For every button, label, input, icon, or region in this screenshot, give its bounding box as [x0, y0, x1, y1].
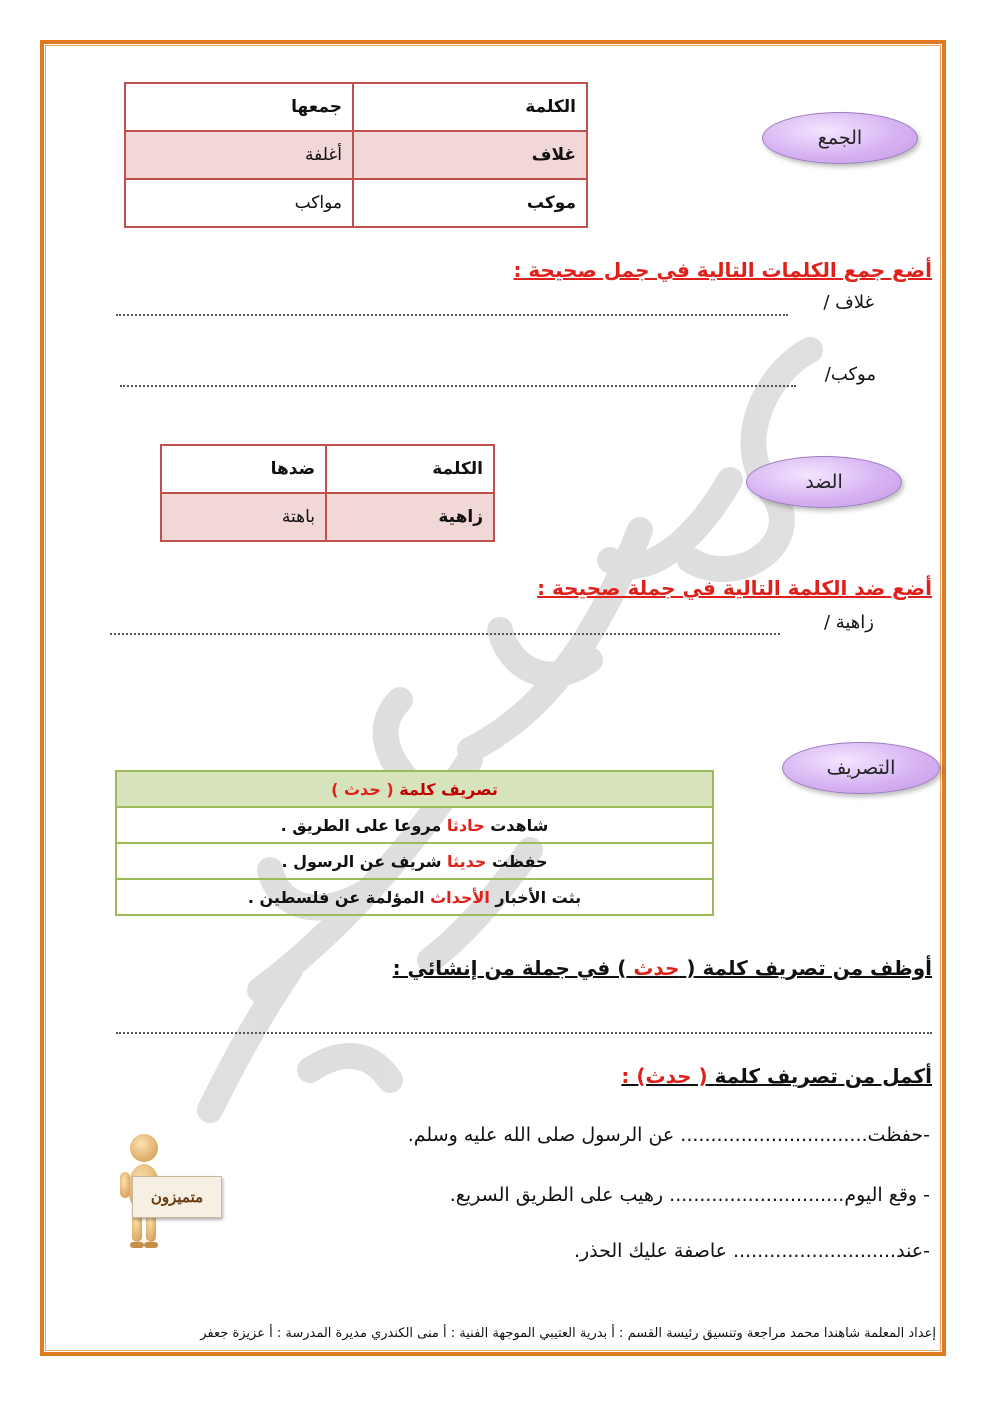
antonym-bubble-label: الضد	[805, 471, 843, 493]
instruction-prefix: أوظف من تصريف كلمة (	[686, 956, 932, 980]
item-end: عن الرسول صلى الله عليه وسلم.	[407, 1124, 675, 1146]
row-before: حفظت	[491, 851, 548, 871]
answer-line[interactable]	[116, 1032, 932, 1034]
antonym-bubble	[746, 456, 902, 508]
item-start: -عند	[896, 1240, 930, 1262]
cell-word: غلاف	[353, 131, 587, 179]
row-after: المؤلمة عن فلسطين .	[247, 887, 425, 907]
row-after: شريف عن الرسول .	[281, 851, 442, 871]
antonym-instruction: أضع ضد الكلمة التالية في جملة صحيحة :	[537, 576, 932, 600]
item-blank[interactable]: .............................	[669, 1184, 845, 1206]
conjugation-bubble	[782, 742, 940, 794]
item-end: رهيب على الطريق السريع.	[449, 1184, 664, 1206]
conjugation-header-word: ( حدث )	[331, 779, 394, 799]
table-header-row	[116, 771, 713, 807]
row-word: حادثا	[446, 815, 485, 835]
table-row	[125, 179, 587, 227]
plural-bubble	[762, 112, 918, 164]
table-row	[125, 131, 587, 179]
conjugation-row	[116, 843, 713, 879]
table-row	[116, 807, 713, 843]
conjugation-row	[116, 879, 713, 915]
instruction-suffix: ) في جملة من إنشائي :	[392, 956, 627, 980]
plural-table	[124, 82, 588, 228]
badge-figure	[106, 1132, 222, 1250]
table-row	[116, 843, 713, 879]
conjugation-instruction	[393, 956, 932, 980]
instruction-prefix: أكمل من تصريف كلمة	[714, 1064, 932, 1088]
header-word: الكلمة	[353, 83, 587, 131]
cell-answer: مواكب	[125, 179, 353, 227]
row-before: بثت الأخبار	[495, 887, 582, 907]
cell-word: زاهية	[326, 493, 494, 541]
table-header-row	[125, 83, 587, 131]
cell-word: موكب	[353, 179, 587, 227]
instruction-word: حدث	[633, 956, 680, 980]
row-word: الأحداث	[430, 887, 490, 907]
item-start: - وقع اليوم	[844, 1184, 930, 1206]
answer-line[interactable]	[116, 314, 788, 316]
answer-line[interactable]	[120, 385, 796, 387]
answer-line[interactable]	[110, 633, 780, 635]
footer-credits: إعداد المعلمة شاهندا محمد مراجعة وتنسيق رئيسة القسم : أ بدرية العتيبي الموجهة الفنية : أ منى الكندري مديرة المدرسة : أ عزيزة جعفر	[200, 1326, 936, 1341]
item-end: عاصفة عليك الحذر.	[573, 1240, 727, 1262]
conjugation-row	[116, 807, 713, 843]
row-before: شاهدت	[490, 815, 549, 835]
complete-item-3	[574, 1240, 930, 1262]
item-blank[interactable]: ...............................	[680, 1124, 868, 1146]
complete-instruction	[621, 1064, 932, 1088]
complete-item-1	[408, 1124, 930, 1146]
conjugation-header	[116, 771, 713, 807]
conjugation-header-prefix: تصريف كلمة	[399, 779, 498, 799]
plural-line-1: غلاف /	[823, 292, 874, 313]
row-after: مروعا على الطريق .	[280, 815, 442, 835]
plural-instruction: أضع جمع الكلمات التالية في جمل صحيحة :	[513, 258, 932, 282]
header-word: الكلمة	[326, 445, 494, 493]
antonym-table	[160, 444, 495, 542]
instruction-word: ( حدث) :	[621, 1064, 708, 1088]
header-plural: جمعها	[125, 83, 353, 131]
table-row	[161, 493, 494, 541]
plural-line-2: موكب/	[824, 364, 876, 385]
antonym-line: زاهية /	[823, 612, 874, 633]
conjugation-bubble-label: التصريف	[826, 757, 896, 779]
cell-answer: باهتة	[161, 493, 326, 541]
conjugation-table	[115, 770, 714, 916]
cell-answer: أغلفة	[125, 131, 353, 179]
complete-item-2	[450, 1184, 930, 1206]
badge-text: متميزون	[150, 1188, 204, 1206]
header-antonym: ضدها	[161, 445, 326, 493]
row-word: حديثا	[447, 851, 487, 871]
table-row	[116, 879, 713, 915]
item-start: -حفظت	[867, 1124, 930, 1146]
item-blank[interactable]: ...........................	[733, 1240, 897, 1262]
badge-sign	[132, 1176, 222, 1218]
plural-bubble-label: الجمع	[817, 127, 863, 149]
table-header-row	[161, 445, 494, 493]
